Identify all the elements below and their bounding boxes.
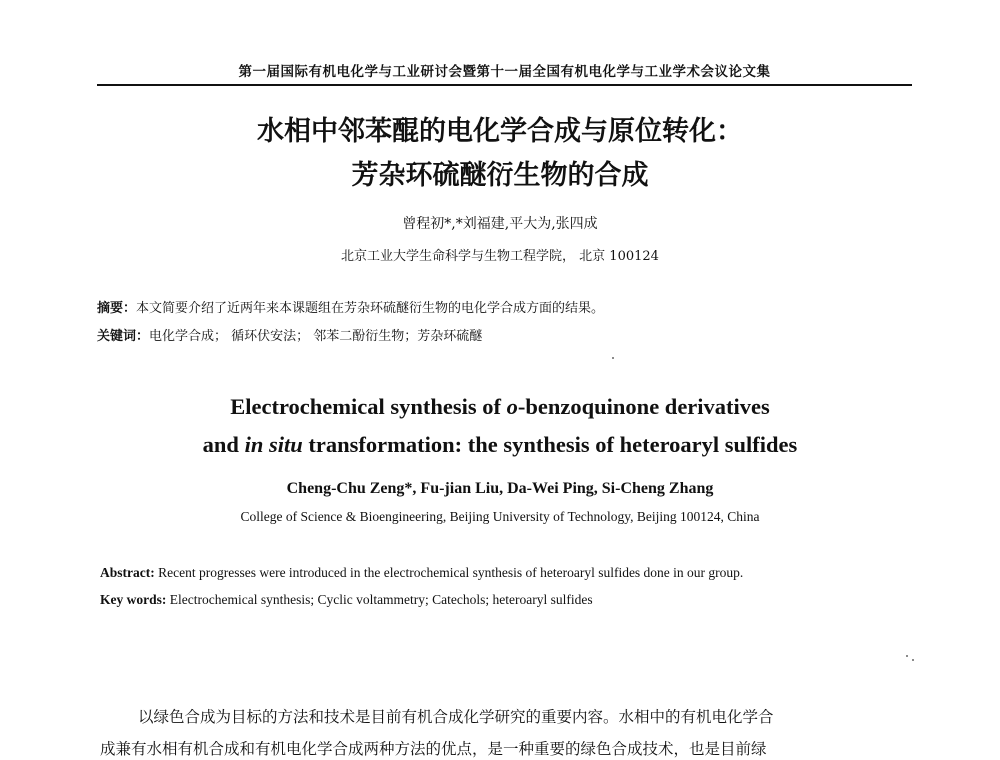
english-keywords-text: Electrochemical synthesis; Cyclic voltammetry; Catechols; heteroaryl sulfides	[166, 592, 593, 607]
chinese-keywords	[97, 325, 912, 344]
english-title-line-1-part-a: Electrochemical synthesis of	[230, 394, 507, 419]
chinese-affiliation: 北京工业大学生命科学与生物工程学院， 北京 100124	[341, 249, 659, 264]
chinese-abstract-text: 本文简要介绍了近两年来本课题组在芳杂环硫醚衍生物的电化学合成方面的结果。	[136, 301, 605, 316]
english-authors: Cheng-Chu Zeng*, Fu-jian Liu, Da-Wei Ping, Si-Cheng Zhang	[286, 480, 714, 497]
body-paragraph-line-1: 以绿色合成为目标的方法和技术是目前有机合成化学研究的重要内容。水相中的有机电化学合	[138, 708, 774, 726]
english-title-line-1-italic: o	[506, 394, 518, 419]
header-rule	[97, 84, 912, 86]
chinese-keywords-text: 电化学合成； 循环伏安法； 邻苯二酚衍生物；芳杂环硫醚	[149, 329, 483, 344]
english-title-line-2	[0, 426, 1000, 464]
english-abstract-label: Abstract:	[100, 565, 155, 580]
english-affiliation: College of Science & Bioengineering, Beijing University of Technology, Beijing 100124, China	[240, 509, 760, 524]
chinese-keywords-label: 关键词：	[97, 329, 150, 344]
english-title-line-1-part-b: -benzoquinone derivatives	[517, 394, 770, 419]
english-title-line-2-part-b: transformation: the synthesis of heteroaryl sulfides	[302, 432, 798, 457]
scan-speck	[912, 659, 914, 661]
english-abstract	[100, 565, 910, 581]
scan-speck	[906, 655, 908, 657]
english-title	[0, 388, 1000, 464]
chinese-abstract	[97, 297, 912, 316]
body-paragraph-line-2: 成兼有水相有机合成和有机电化学合成两种方法的优点，是一种重要的绿色合成技术，也是目前绿	[100, 740, 767, 758]
english-title-line-2-italic: in situ	[244, 432, 303, 457]
english-keywords-label: Key words:	[100, 592, 167, 607]
chinese-title	[0, 110, 1000, 198]
english-title-line-2-part-a: and	[202, 432, 245, 457]
english-title-line-1	[0, 388, 1000, 426]
scan-speck	[612, 357, 614, 359]
running-header: 第一届国际有机电化学与工业研讨会暨第十一届全国有机电化学与工业学术会议论文集	[238, 64, 771, 80]
chinese-abstract-label: 摘要：	[97, 301, 137, 316]
english-keywords	[100, 592, 910, 608]
chinese-title-line-2: 芳杂环硫醚衍生物的合成	[351, 160, 649, 191]
chinese-title-line-1: 水相中邻苯醌的电化学合成与原位转化：	[257, 116, 743, 147]
english-abstract-text: Recent progresses were introduced in the electrochemical synthesis of heteroaryl sulfides done in our group.	[154, 565, 744, 580]
chinese-authors: 曾程初*,*刘福建,平大为,张四成	[402, 216, 598, 232]
